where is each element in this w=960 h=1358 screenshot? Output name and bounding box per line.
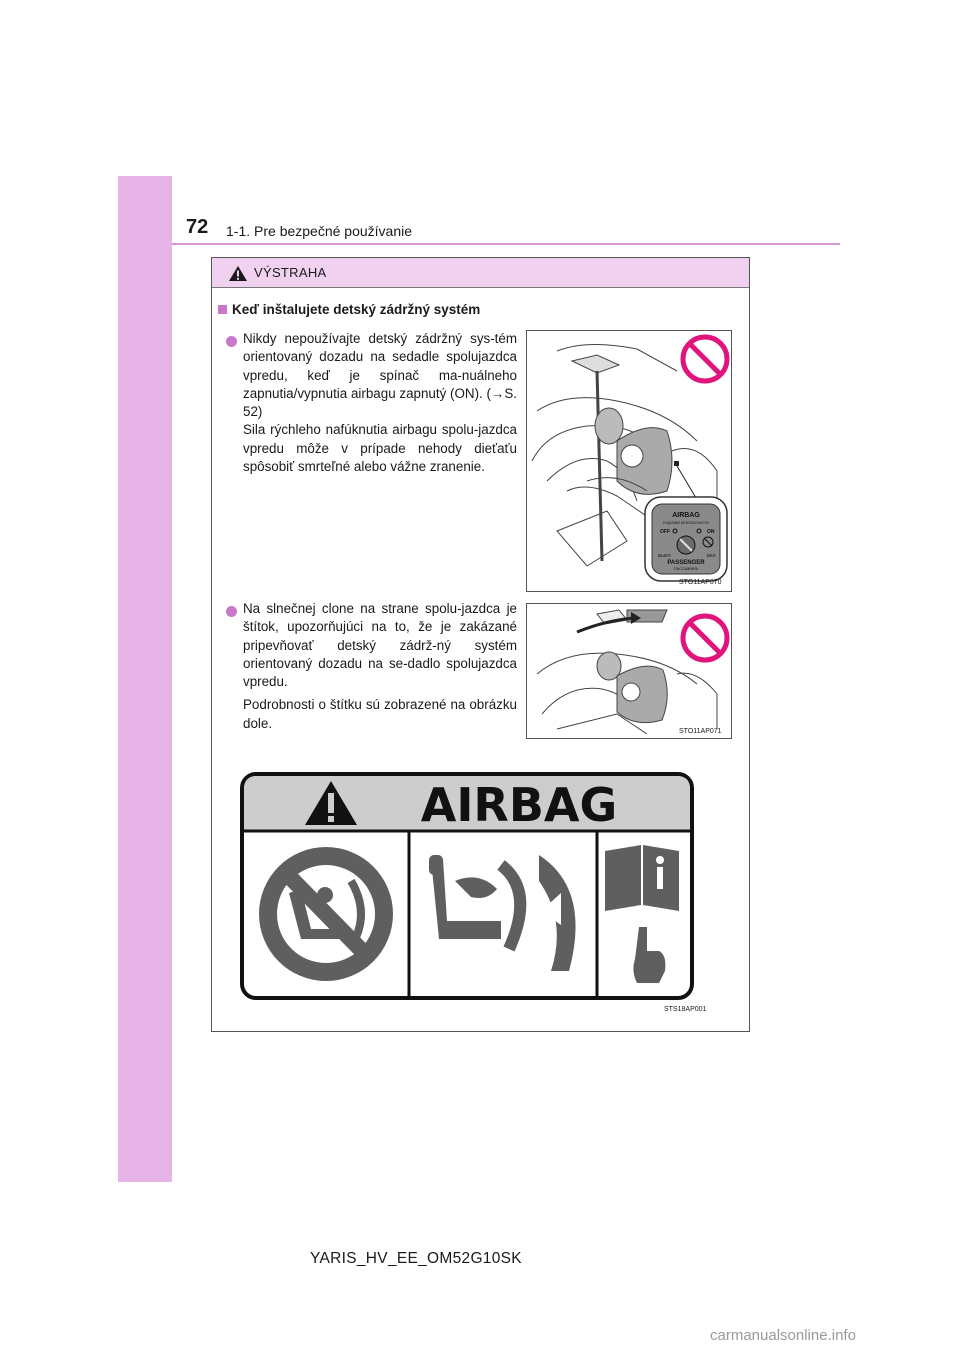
header-rule bbox=[172, 243, 840, 245]
switch-title: AIRBAG bbox=[672, 512, 700, 519]
warning-header bbox=[212, 258, 749, 288]
label-code: STS18AP001 bbox=[664, 1006, 707, 1013]
bullet1-paragraph2: Sila rýchleho nafúknutia airbagu spolu-jazdca vpredu môže v prípade nehody dieťaťu spôsobiť smrteľné alebo vážne zranenie. bbox=[243, 422, 517, 475]
switch-on: ON bbox=[707, 529, 715, 535]
figure-code: STO11AP071 bbox=[679, 728, 722, 735]
subheading-text: Keď inštalujete detský zádržný systém bbox=[232, 302, 481, 317]
prohibition-icon bbox=[683, 616, 727, 660]
figure-code: STO11AP070 bbox=[679, 579, 722, 586]
bullet-text-1 bbox=[243, 330, 517, 476]
car-interior-illustration bbox=[527, 331, 731, 591]
switch-off-ru: ВЫКЛ bbox=[658, 553, 671, 558]
airbag-warning-label bbox=[239, 771, 695, 1001]
square-bullet-icon bbox=[218, 305, 227, 314]
bullet-dot-icon bbox=[226, 336, 237, 347]
page-number: 72 bbox=[186, 216, 209, 238]
warning-triangle-icon bbox=[228, 265, 248, 282]
switch-on-ru: ВКЛ bbox=[707, 553, 716, 558]
bullet-dot-icon bbox=[226, 606, 237, 617]
switch-subtitle: ПОДУШКИ БЕЗОПАСНОСТИ bbox=[662, 521, 710, 525]
bullet-text-2 bbox=[243, 600, 517, 733]
section-title: 1-1. Pre bezpečné používanie bbox=[226, 223, 413, 239]
bullet2-paragraph2: Podrobnosti o štítku sú zobrazené na obrázku dole. bbox=[243, 697, 517, 731]
label-airbag-text: AIRBAG bbox=[420, 778, 618, 832]
switch-off: OFF bbox=[660, 529, 670, 535]
warning-subheading bbox=[218, 302, 480, 317]
warning-title: VÝSTRAHA bbox=[254, 265, 327, 280]
bullet2-paragraph1: Na slnečnej clone na strane spolu-jazdca je štítok, upozorňujúci na to, že je zakázané pripevňovať detský zádrž-ný systém orientovaný dozadu na se-dadlo spolujazdca vpredu. bbox=[243, 601, 517, 690]
figure-sun-visor bbox=[526, 603, 732, 739]
warning-box bbox=[211, 257, 750, 1032]
bullet1-paragraph1: Nikdy nepoužívajte detský zádržný sys-tém orientovaný dozadu na sedadle spolujazdca vpredu, keď je spínač ma-nuálneho zapnutia/vypnutia airbagu zapnutý (ON). (→S. 52) bbox=[243, 331, 517, 420]
no-child-seat-icon bbox=[259, 847, 393, 981]
figure-airbag-switch bbox=[526, 330, 732, 592]
chapter-side-tab bbox=[118, 176, 172, 1182]
watermark: carmanualsonline.info bbox=[710, 1327, 856, 1344]
sun-visor-illustration bbox=[527, 604, 731, 738]
switch-passenger: PASSENGER bbox=[667, 560, 705, 566]
switch-passenger-ru: ПАССАЖИРА bbox=[673, 567, 699, 571]
prohibition-icon bbox=[683, 337, 727, 381]
document-code: YARIS_HV_EE_OM52G10SK bbox=[310, 1250, 522, 1267]
